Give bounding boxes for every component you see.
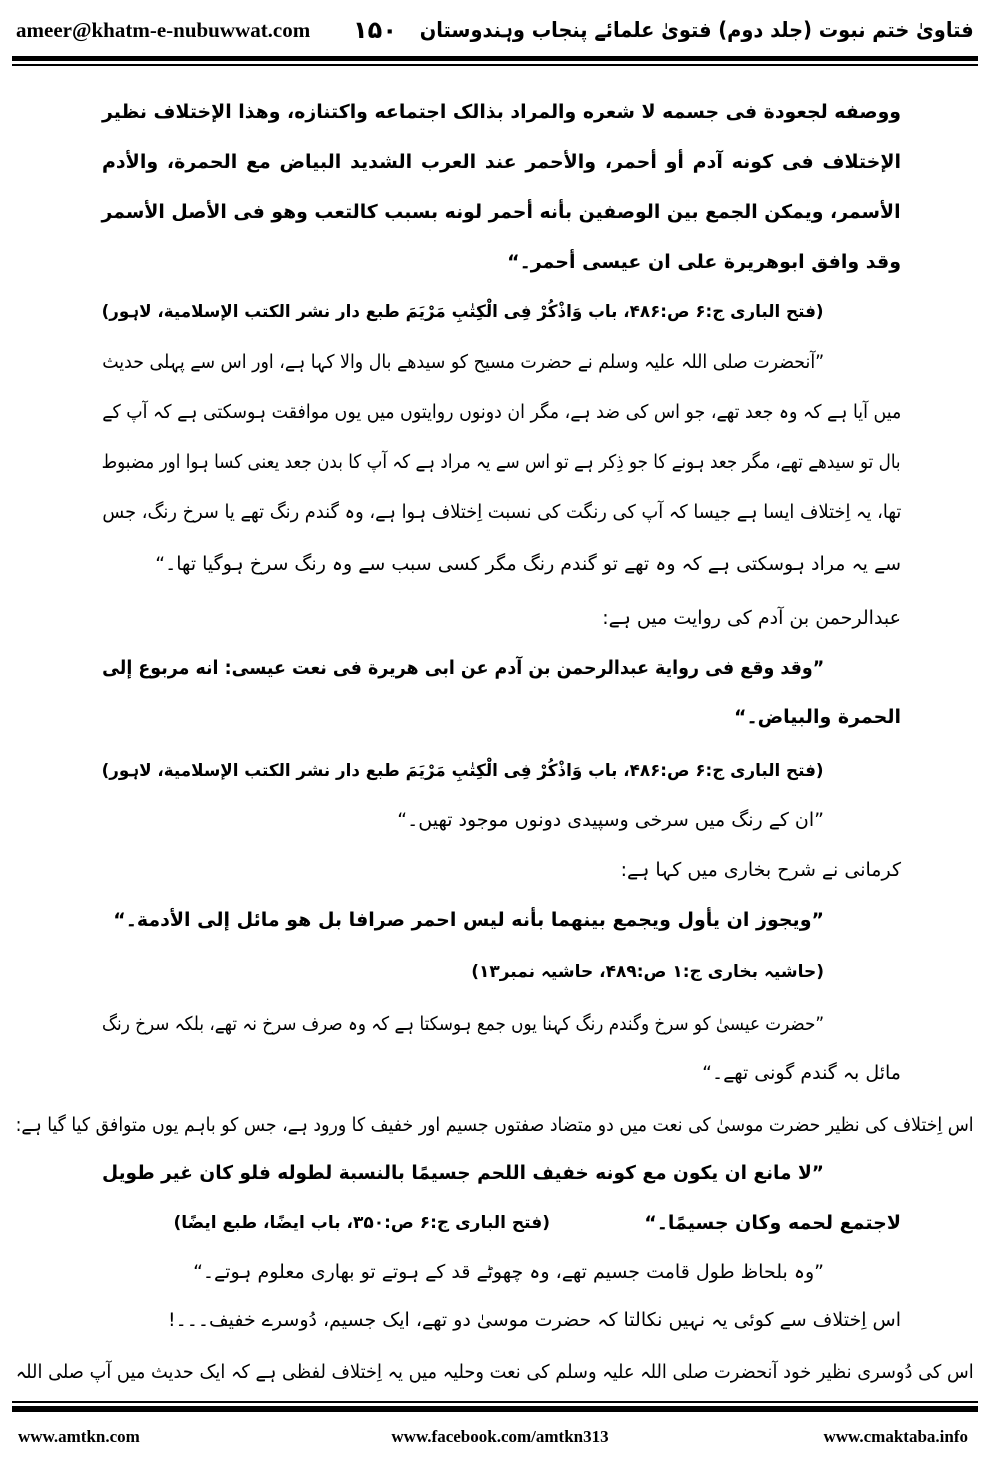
body-line: الأسمر، ویمکن الجمع بین الوصفین بأنه أحمر لونه بسبب کالتعب وهو فی الأصل الأسمر	[102, 201, 901, 223]
body-line: ووصفه لجعودة فی جسمه لا شعره والمراد بذالک اجتماعه واکتنازه، وهذا الإختلاف نظیر	[102, 101, 901, 123]
body-line: ”وہ بلحاظ طول قامت جسیم تھے، وہ چھوٹے قد کے ہوتے تو بھاری معلوم ہوتے۔“	[193, 1261, 824, 1283]
body-line-box	[580, 1206, 901, 1240]
body-line: ”آنحضرت صلی اللہ علیہ وسلم نے حضرت مسیح کو سیدھے بال والا کہا ہے، اور اس سے پہلی حدیث	[102, 351, 824, 373]
body-line-box	[102, 853, 901, 887]
citation-box	[102, 754, 824, 788]
book-title-box	[420, 12, 974, 48]
body-line: وقد وافق ابوهریرة علی ان عیسی أحمر۔“	[507, 251, 901, 273]
citation-box	[102, 955, 824, 989]
body-line: مائل بہ گندم گونی تھے۔“	[702, 1062, 901, 1084]
body-line-box	[102, 601, 901, 635]
citation: (حاشیہ بخاری ج:۱ ص:۴۸۹، حاشیہ نمبر۱۳)	[471, 962, 824, 982]
footer-rule-thin	[12, 1401, 978, 1403]
body-line-box	[102, 1056, 901, 1090]
body-line: اس کی دُوسری نظیر خود آنحضرت صلی اللہ علیہ وسلم کی نعت وحلیہ میں یہ اِختلاف لفظی ہے کہ ایک حدیث میں آپ صلی اللہ	[16, 1361, 974, 1383]
body-line: میں آیا ہے کہ وہ جعد تھے، جو اس کی ضد ہے، مگر ان دونوں روایتوں میں یوں موافقت ہوسکتی ہے کہ آپ کے	[102, 401, 901, 423]
body-line: الحمرة والبیاض۔“	[733, 706, 901, 728]
body-line-box	[102, 1303, 901, 1337]
body-line-box	[102, 700, 901, 734]
citation-box	[102, 295, 824, 329]
body-line: ”لا مانع ان یکون مع کونه خفیف اللحم جسیمًا بالنسبة لطوله فلو کان غیر طویل	[102, 1162, 824, 1184]
header-rule-thick	[12, 56, 978, 61]
body-line: اس اِختلاف سے کوئی یہ نہیں نکالتا کہ حضرت موسیٰ دو تھے، ایک جسیم، دُوسرے خفیف۔۔۔!	[167, 1309, 901, 1331]
body-line-box	[102, 395, 901, 429]
header-rule-thin	[12, 64, 978, 66]
body-line: کرمانی نے شرح بخاری میں کہا ہے:	[620, 859, 901, 881]
body-line-box	[102, 651, 824, 685]
body-line: لاجتمع لحمه وکان جسیمًا۔“	[644, 1212, 901, 1234]
book-title: فتاویٰ ختم نبوت (جلد دوم) فتویٰ علمائے پنجاب وہندوستان	[420, 18, 974, 42]
body-line: سے یہ مراد ہوسکتی ہے کہ وہ تھے تو گندم رنگ مگر کسی سبب سے وہ رنگ سرخ ہوگیا تھا۔“	[155, 553, 901, 575]
body-line-box	[102, 803, 824, 837]
body-line-box	[102, 495, 901, 529]
citation-box	[60, 1206, 550, 1240]
header-email: ameer@khatm-e-nubuwwat.com	[16, 18, 311, 42]
body-line: ”حضرت عیسیٰ کو سرخ وگندم رنگ کہنا یوں جمع ہوسکتا ہے کہ وہ صرف سرخ نہ تھے، بلکہ سرخ رنگ	[102, 1013, 824, 1035]
body-line: ”ان کے رنگ میں سرخی وسپیدی دونوں موجود تھیں۔“	[397, 809, 824, 831]
body-line: الإختلاف فی کونه آدم أو أحمر، والأحمر عند العرب الشدید البیاض مع الحمرة، والأدم	[102, 151, 901, 173]
body-line: ”ویجوز ان یأول ویجمع بینهما بأنه لیس احمر صرافا بل هو مائل إلی الأدمة۔“	[113, 909, 824, 931]
body-line: اس اِختلاف کی نظیر حضرت موسیٰ کی نعت میں دو متضاد صفتوں جسیم اور خفیف کا ورود ہے، جس کو باہم یوں متوافق کیا گیا ہے:	[16, 1114, 974, 1136]
body-line: تھا، یہ اِختلاف ایسا ہے جیسا کہ آپ کی رنگت کی نسبت اِختلاف ہوا ہے، وہ گندم رنگ تھے یا سرخ رنگ، جس	[102, 501, 901, 523]
footer-rule-thick	[12, 1406, 978, 1412]
footer-link-amtkn[interactable]: www.amtkn.com	[18, 1427, 140, 1446]
body-line-box	[16, 1355, 974, 1389]
body-line-box	[102, 145, 901, 179]
body-line-box	[102, 903, 824, 937]
body-line-box	[102, 95, 901, 129]
body-line: عبدالرحمن بن آدم کی روایت میں ہے:	[602, 607, 901, 629]
body-line: بال تو سیدھے تھے، مگر جعد ہونے کا جو ذِکر ہے تو اس سے یہ مراد ہے کہ آپ کا بدن جعد یعنی کسا ہوا اور مضبوط	[102, 451, 901, 473]
body-line-box	[102, 445, 901, 479]
citation: (فتح الباری ج:۶ ص:۴۸۶، باب وَاذْکُرْ فِی الْکِتٰبِ مَرْیَمَ طبع دار نشر الکتب الإسلامیة، لاہور)	[102, 761, 824, 781]
page-number: ۱۵۰	[353, 16, 397, 44]
body-line-box	[102, 1156, 824, 1190]
body-line-box	[102, 245, 901, 279]
citation: (فتح الباری ج:۶ ص:۳۵۰، باب ایضًا، طبع ایضًا)	[173, 1213, 550, 1233]
body-line-box	[102, 547, 901, 581]
body-line-box	[102, 1255, 824, 1289]
body-line-box	[16, 1108, 974, 1142]
body-line-box	[102, 1007, 824, 1041]
body-line: ”وقد وقع فی روایة عبدالرحمن بن آدم عن ابی هریرة فی نعت عیسی: انه مربوع إلی	[102, 657, 824, 679]
body-line-box	[102, 345, 824, 379]
body-line-box	[102, 195, 901, 229]
citation: (فتح الباری ج:۶ ص:۴۸۶، باب وَاذْکُرْ فِی الْکِتٰبِ مَرْیَمَ طبع دار نشر الکتب الإسلامیة، لاہور)	[102, 302, 824, 322]
footer-link-cmaktaba[interactable]: www.cmaktaba.info	[823, 1427, 968, 1446]
footer-link-facebook[interactable]: www.facebook.com/amtkn313	[391, 1427, 609, 1446]
